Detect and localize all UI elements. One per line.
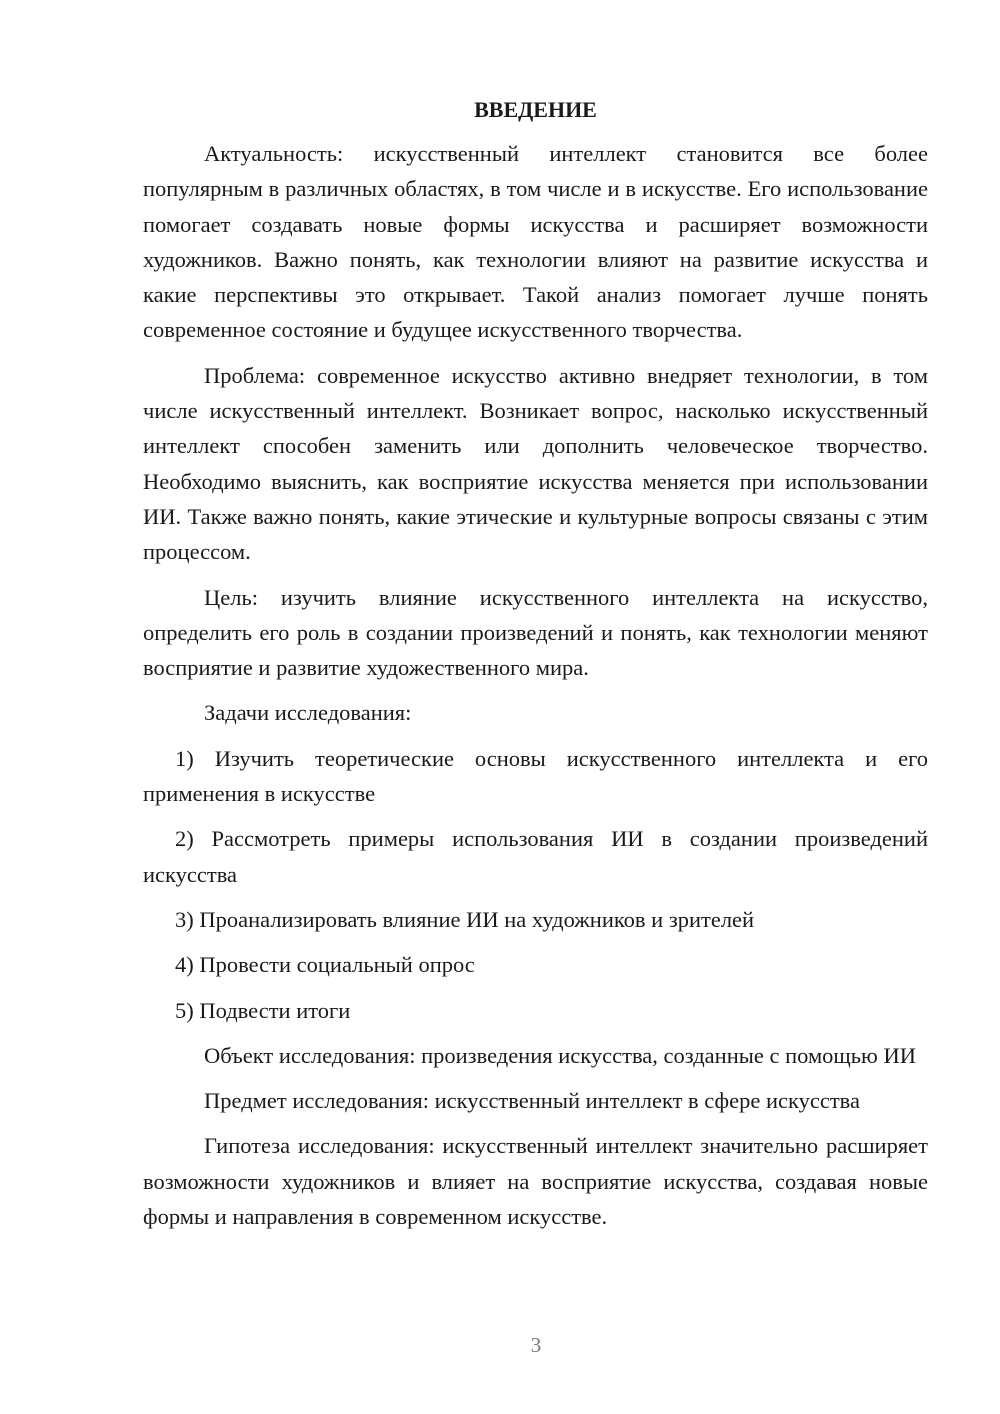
paragraph-tasks-intro: Задачи исследования: <box>204 700 412 726</box>
page-number: 3 <box>530 1333 542 1357</box>
task-item-5: 5) Подвести итоги <box>175 997 351 1023</box>
paragraph-hypothesis: Гипотеза исследования: искусственный интеллект значительно расширяет возможности художников и влияет на восприятие искусства, создавая новые формы и направления в современном искусстве. <box>143 1133 928 1230</box>
section-heading: ВВЕДЕНИЕ <box>474 97 597 122</box>
paragraph-problem: Проблема: современное искусство активно внедряет технологии, в том числе искусственный интеллект. Возникает вопрос, насколько искусственный интеллект способен заменить или дополнить человеческое творчество. Необходимо выяснить, как восприятие искусства меняется при использовании ИИ. Также важно понять, какие этические и культурные вопросы связаны с этим процессом. <box>143 362 928 565</box>
task-item-1: 1) Изучить теоретические основы искусственного интеллекта и его применения в искусстве <box>143 745 928 807</box>
paragraph-object: Объект исследования: произведения искусства, созданные с помощью ИИ <box>204 1042 916 1068</box>
paragraph-goal: Цель: изучить влияние искусственного интеллекта на искусство, определить его роль в создании произведений и понять, как технологии меняют восприятие и развитие художественного мира. <box>143 584 928 681</box>
paragraph-subject: Предмет исследования: искусственный интеллект в сфере искусства <box>204 1088 860 1114</box>
paragraph-relevance: Актуальность: искусственный интеллект становится все более популярным в различных областях, в том числе и в искусстве. Его использование помогает создавать новые формы искусства и расширяет возможности художников. Важно понять, как технологии влияют на развитие искусства и какие перспективы это открывает. Такой анализ помогает лучше понять современное состояние и будущее искусственного творчества. <box>143 141 928 343</box>
task-item-3: 3) Проанализировать влияние ИИ на художников и зрителей <box>175 906 755 932</box>
task-item-2: 2) Рассмотреть примеры использования ИИ в создании произведений искусства <box>143 826 928 887</box>
page-content <box>143 94 928 1244</box>
task-item-4: 4) Провести социальный опрос <box>175 952 475 978</box>
